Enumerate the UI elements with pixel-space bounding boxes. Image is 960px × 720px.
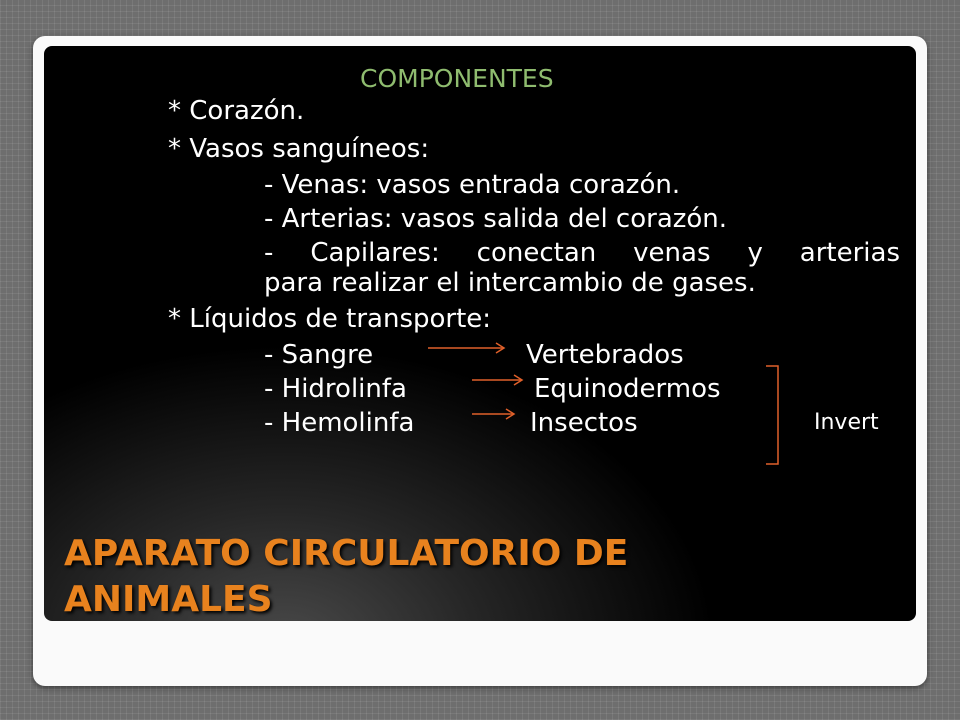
slide-title-line2: ANIMALES <box>64 579 273 620</box>
capilares-word: venas <box>633 238 711 268</box>
bullet-corazon: * Corazón. <box>168 96 305 126</box>
bullet-vasos: * Vasos sanguíneos: <box>168 134 430 164</box>
item-hidrolinfa: - Hidrolinfa <box>264 374 407 404</box>
item-capilares-line2: para realizar el intercambio de gases. <box>264 268 756 298</box>
bullet-liquidos: * Líquidos de transporte: <box>168 304 492 334</box>
arrow-hidrolinfa-icon <box>472 375 522 385</box>
item-arterias: - Arterias: vasos salida del corazón. <box>264 204 728 234</box>
capilares-word: y <box>747 238 763 268</box>
arrow-sangre-icon <box>428 343 504 353</box>
label-invert: Invert <box>814 410 879 435</box>
slide-title <box>64 531 628 621</box>
capilares-word: arterias <box>799 238 900 268</box>
slide-heading: COMPONENTES <box>360 64 554 93</box>
item-hemolinfa: - Hemolinfa <box>264 408 415 438</box>
label-equinodermos: Equinodermos <box>534 374 721 404</box>
invert-bracket-icon <box>766 366 778 464</box>
slide-title-line1: APARATO CIRCULATORIO DE <box>64 533 629 574</box>
item-sangre: - Sangre <box>264 340 374 370</box>
arrow-hemolinfa-icon <box>472 409 514 419</box>
capilares-word: Capilares: <box>310 238 440 268</box>
capilares-word: conectan <box>476 238 597 268</box>
label-vertebrados: Vertebrados <box>526 340 684 370</box>
slide-content-panel <box>44 46 916 621</box>
item-venas: - Venas: vasos entrada corazón. <box>264 170 681 200</box>
capilares-word: - <box>264 238 274 268</box>
label-insectos: Insectos <box>530 408 638 438</box>
